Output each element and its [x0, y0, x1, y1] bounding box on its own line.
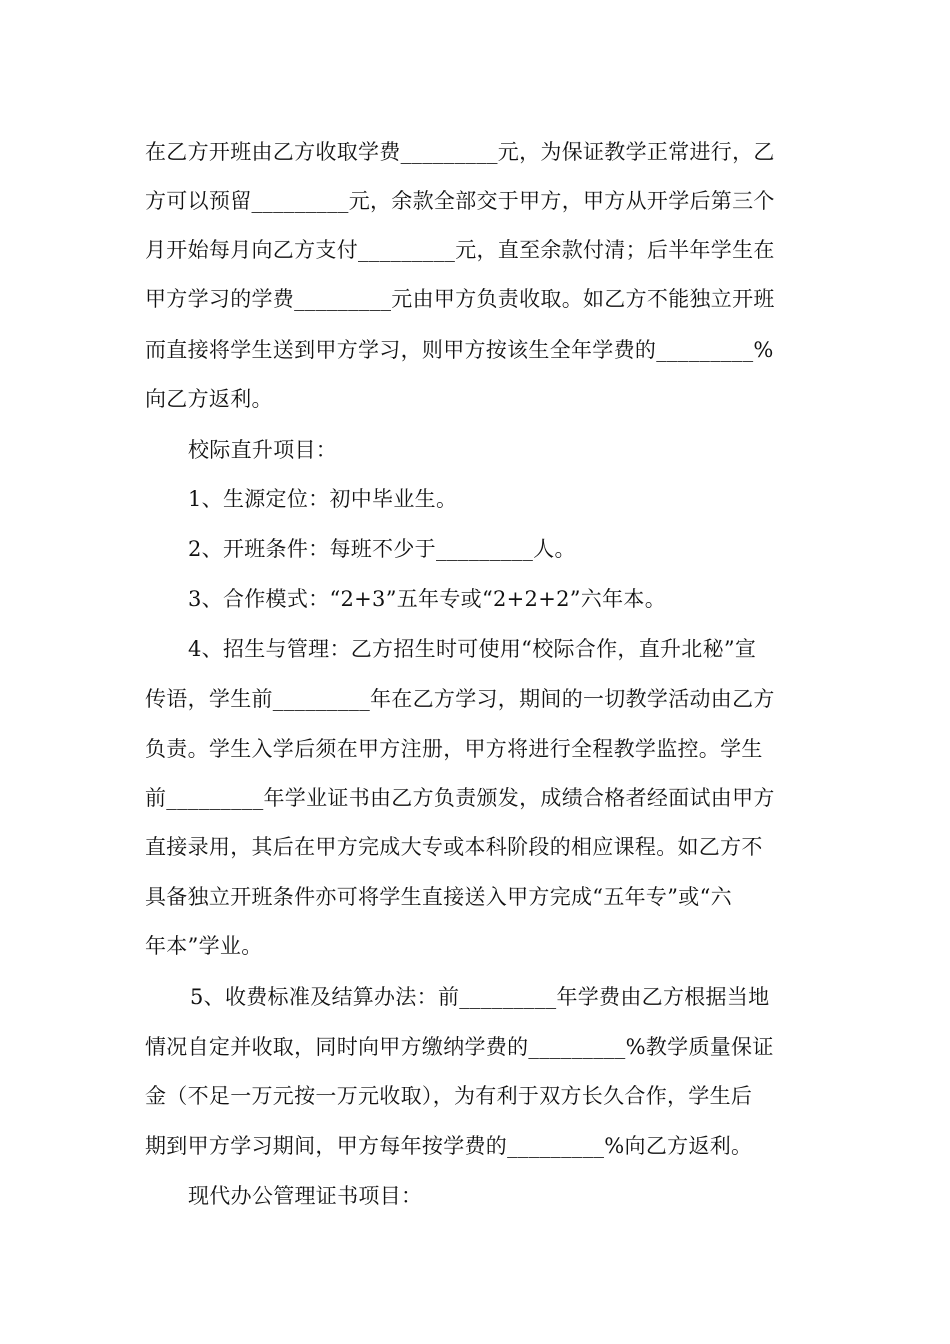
paragraph-line: 方可以预留_________元，余款全部交于甲方，甲方从开学后第三个	[145, 189, 775, 213]
list-item: 5、收费标准及结算办法：前_________年学费由乙方根据当地	[190, 985, 770, 1009]
list-item: 3、合作模式：“2+3”五年专或“2+2+2”六年本。	[188, 587, 666, 611]
paragraph-line: 在乙方开班由乙方收取学费_________元，为保证教学正常进行，乙	[145, 140, 775, 164]
paragraph-line: 期到甲方学习期间，甲方每年按学费的_________%向乙方返利。	[145, 1134, 753, 1158]
paragraph-line: 月开始每月向乙方支付_________元，直至余款付清；后半年学生在	[145, 238, 775, 262]
list-item: 1、生源定位：初中毕业生。	[188, 487, 458, 511]
paragraph-line: 金（不足一万元按一万元收取），为有利于双方长久合作，学生后	[145, 1084, 753, 1108]
paragraph-line: 甲方学习的学费_________元由甲方负责收取。如乙方不能独立开班	[145, 287, 775, 311]
paragraph-line: 负责。学生入学后须在甲方注册，甲方将进行全程教学监控。学生	[145, 737, 763, 761]
section-heading: 现代办公管理证书项目：	[188, 1184, 423, 1208]
paragraph-line: 直接录用，其后在甲方完成大专或本科阶段的相应课程。如乙方不	[145, 835, 763, 859]
paragraph-line: 传语，学生前_________年在乙方学习，期间的一切教学活动由乙方	[145, 687, 775, 711]
list-item: 4、招生与管理：乙方招生时可使用“校际合作，直升北秘”宣	[188, 637, 757, 661]
paragraph-line: 年本”学业。	[145, 934, 263, 958]
paragraph-line: 前_________年学业证书由乙方负责颁发，成绩合格者经面试由甲方	[145, 786, 775, 810]
paragraph-line: 具备独立开班条件亦可将学生直接送入甲方完成“五年专”或“六	[145, 885, 732, 909]
paragraph-line: 向乙方返利。	[145, 387, 273, 411]
paragraph-line: 情况自定并收取，同时向甲方缴纳学费的_________%教学质量保证	[145, 1035, 774, 1059]
list-item: 2、开班条件：每班不少于_________人。	[188, 537, 576, 561]
paragraph-line: 而直接将学生送到甲方学习，则甲方按该生全年学费的_________%	[145, 338, 774, 362]
section-heading: 校际直升项目：	[188, 438, 338, 462]
